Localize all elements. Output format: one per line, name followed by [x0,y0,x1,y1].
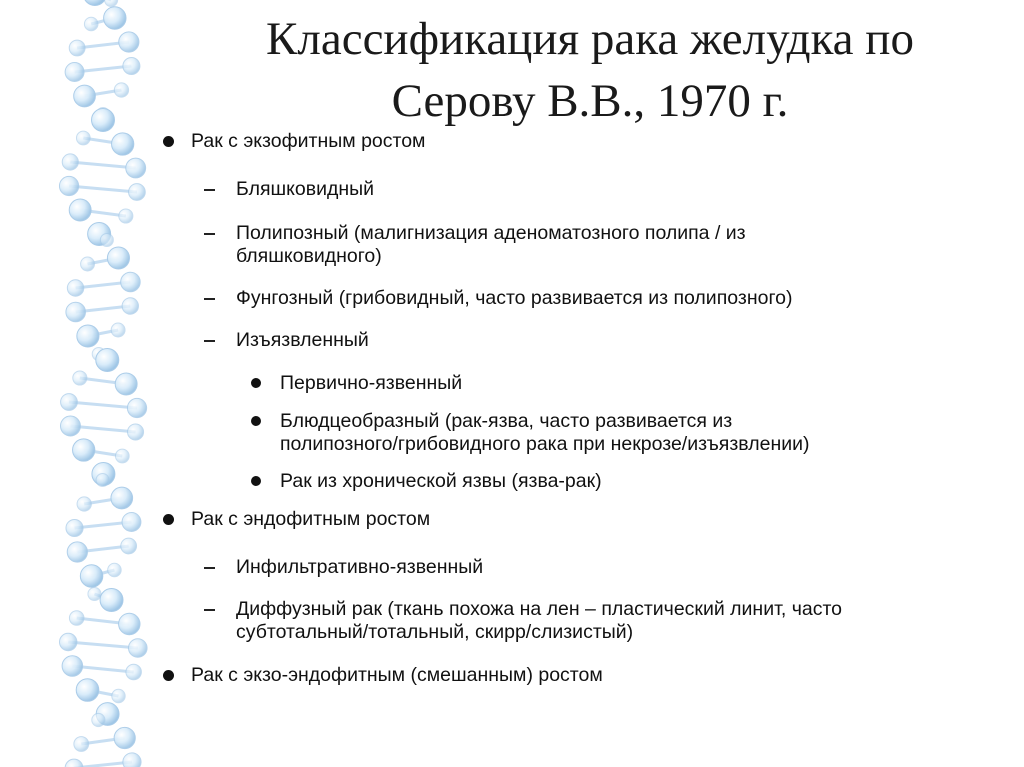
list-item [280,410,980,456]
item-text: Рак с экзофитным ростом [191,130,426,152]
title-line-2: Серову В.В., 1970 г. [391,75,789,127]
item-text: Рак с экзо-эндофитным (смешанным) ростом [191,664,603,686]
item-text: Рак из хронической язвы (язва-рак) [280,470,602,492]
dash-icon [204,609,215,611]
list-item [191,508,991,531]
list-item [236,178,976,201]
item-text-continued: субтотальный/тотальный, скирр/слизистый) [236,621,634,643]
list-item [280,372,980,395]
item-text: Рак с эндофитным ростом [191,508,431,530]
item-text: Фунгозный (грибовидный, часто развивается из полипозного) [236,287,793,309]
item-text: Бляшковидный [236,178,375,200]
item-text-continued: бляшковидного) [236,245,382,267]
bullet-icon [251,476,261,486]
bullet-icon [251,378,261,388]
item-text: Первично-язвенный [280,372,463,394]
item-text: Инфильтративно-язвенный [236,556,484,578]
bullet-icon [163,136,174,147]
bullet-icon [163,514,174,525]
list-item [236,329,976,352]
item-text-continued: полипозного/грибовидного рака при некрозе/изъязвлении) [280,433,810,455]
dash-icon [204,567,215,569]
list-item [236,598,976,644]
dash-icon [204,340,215,342]
list-item [236,556,976,579]
list-item [280,470,980,493]
bullet-icon [163,670,174,681]
list-item [236,222,976,268]
dash-icon [204,233,215,235]
title-line-1: Классификация рака желудка по [266,13,914,65]
list-item [191,130,991,153]
list-item [191,664,991,687]
item-text: Изъязвленный [236,329,369,351]
dash-icon [204,298,215,300]
item-text: Полипозный (малигнизация аденоматозного полипа / из [236,222,746,244]
item-text: Диффузный рак (ткань похожа на лен – пластический линит, часто [236,598,843,620]
dash-icon [204,189,215,191]
item-text: Блюдцеобразный (рак-язва, часто развивается из [280,410,733,432]
bullet-icon [251,416,261,426]
list-item [236,287,976,310]
